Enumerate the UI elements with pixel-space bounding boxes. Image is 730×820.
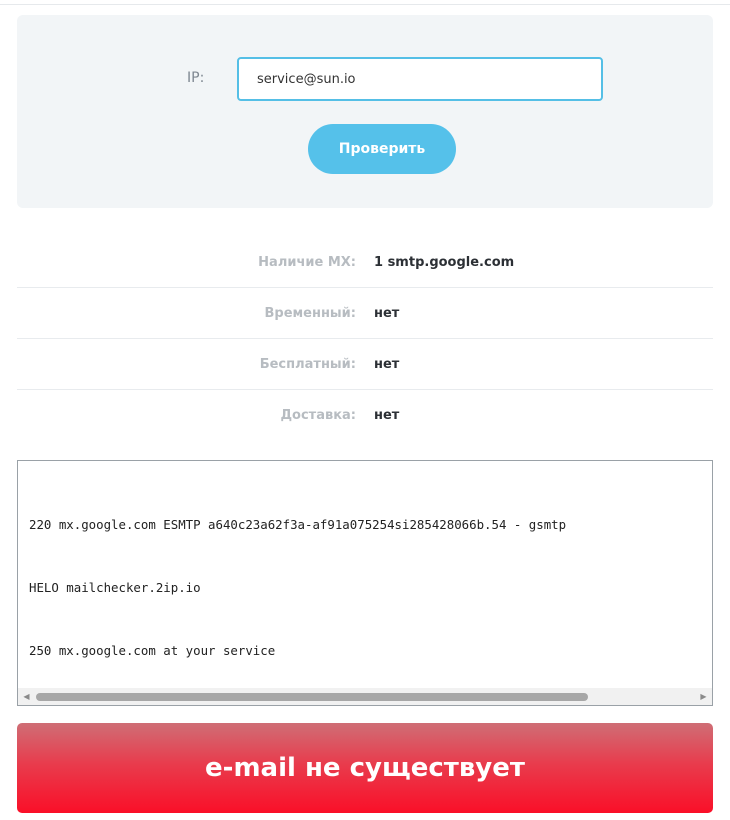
result-row-temporary (17, 288, 713, 339)
results-table (17, 237, 713, 441)
result-value: нет (374, 306, 400, 321)
result-label: Наличие MX: (258, 255, 356, 270)
email-input[interactable] (237, 57, 603, 101)
result-banner: e-mail не существует (17, 723, 713, 813)
check-form-panel (17, 15, 713, 208)
result-row-free (17, 339, 713, 390)
result-row-delivery (17, 390, 713, 441)
horizontal-scrollbar[interactable] (18, 688, 712, 705)
result-value: нет (374, 408, 400, 423)
result-row-mx (17, 237, 713, 288)
result-label: Бесплатный: (259, 357, 356, 372)
triangle-left-icon[interactable]: ◀ (23, 692, 30, 701)
log-line: HELO mailchecker.2ip.io (29, 580, 201, 595)
result-label: Временный: (264, 306, 356, 321)
top-divider (0, 4, 730, 5)
result-value: нет (374, 357, 400, 372)
smtp-log-lines (29, 472, 712, 706)
result-value: 1 smtp.google.com (374, 255, 515, 270)
ip-label: IP: (187, 70, 205, 86)
triangle-right-icon[interactable]: ▶ (700, 692, 707, 701)
log-line: 250 mx.google.com at your service (29, 643, 276, 658)
scrollbar-thumb[interactable] (36, 693, 588, 701)
check-button[interactable]: Проверить (308, 124, 456, 174)
result-label: Доставка: (280, 408, 356, 423)
log-line: 220 mx.google.com ESMTP a640c23a62f3a-af91a075254si285428066b.54 - gsmtp (29, 517, 567, 532)
smtp-log[interactable] (17, 460, 713, 706)
